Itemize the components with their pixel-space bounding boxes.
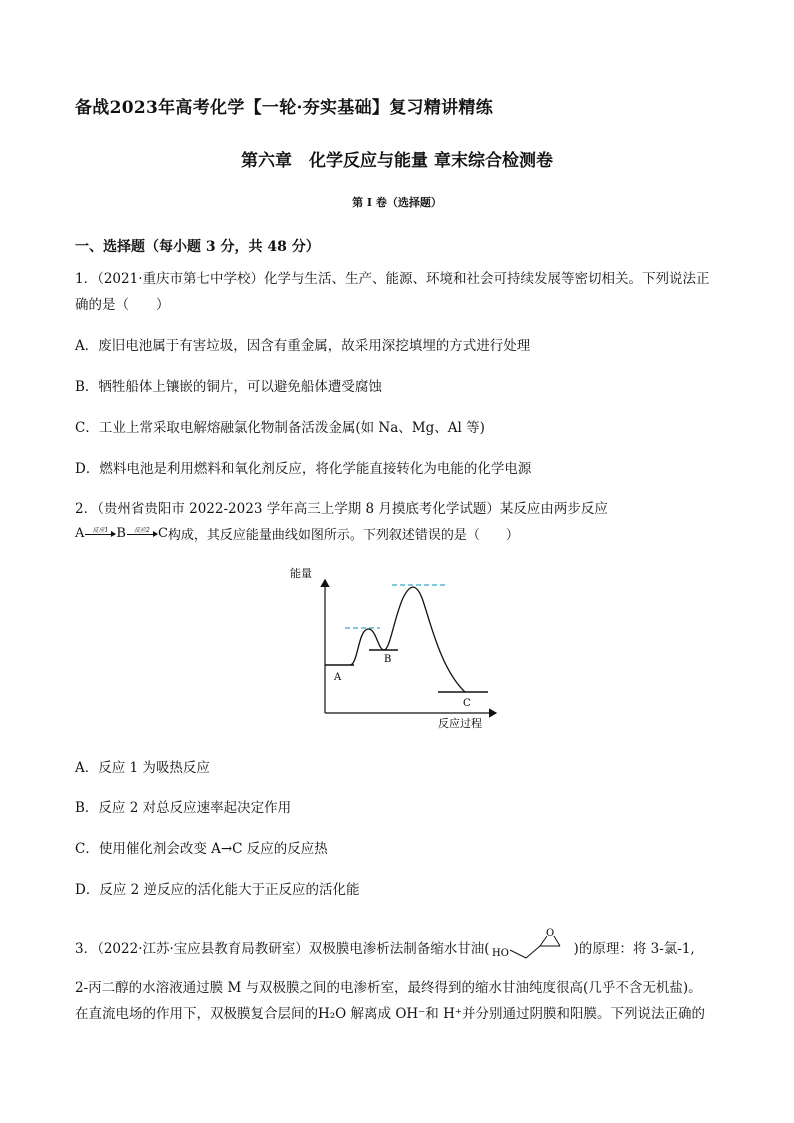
glycidol-structure	[490, 926, 574, 960]
y-axis-label: 能量	[290, 567, 312, 580]
reaction2-label: 反应2	[134, 526, 150, 534]
q3-stem-line3: 在直流电场的作用下，双极膜复合层间的H₂O 解离成 OH⁻和 H⁺并分别通过阴膜和阳膜。下列说法正确的	[75, 1006, 705, 1022]
main-title: 备战2023年高考化学【一轮·夯实基础】复习精讲精练	[75, 98, 494, 118]
energy-curve	[350, 587, 465, 692]
q3-stem-after: )的原理：将 3-氯-1,	[573, 941, 695, 957]
q2-option-a: A．反应 1 为吸热反应	[75, 760, 210, 776]
chapter-title: 第六章 化学反应与能量 章末综合检测卷	[241, 151, 553, 171]
energy-profile-diagram	[270, 558, 510, 733]
glycidol-o: O	[545, 928, 554, 939]
q1-option-d: D．燃料电池是利用燃料和氧化剂反应，将化学能直接转化为电能的化学电源	[75, 461, 532, 477]
glycidol-ho: HO	[491, 948, 509, 959]
q3-stem-before: 3．（2022·江苏·宝应县教育局教研室）双极膜电渗析法制备缩水甘油(	[75, 941, 490, 957]
x-axis-label: 反应过程	[438, 717, 482, 730]
q3-stem-line1	[75, 928, 695, 960]
q3-stem-line2: 2-丙二醇的水溶液通过膜 M 与双极膜之间的电渗析室，最终得到的缩水甘油纯度很高(几乎不含无机盐)。	[75, 980, 702, 996]
q1-option-c: C．工业上常采取电解熔融氯化物制备活泼金属(如 Na、Mg、Al 等)	[75, 420, 485, 436]
q1-option-a: A．废旧电池属于有害垃圾，因含有重金属，故采用深挖填埋的方式进行处理	[75, 338, 531, 354]
point-c-label: C	[463, 698, 471, 709]
q1-stem-line2: 确的是（ ）	[75, 297, 170, 313]
q2-option-c: C．使用催化剂会改变 A→C 反应的反应热	[75, 841, 328, 857]
reaction1-label: 反应1	[92, 526, 109, 534]
chain-b: B	[116, 526, 126, 541]
q1-option-b: B．牺牲船体上镶嵌的铜片，可以避免船体遭受腐蚀	[75, 379, 382, 395]
reaction1-arrow	[85, 527, 115, 535]
volume-label: 第 I 卷（选择题）	[352, 196, 442, 209]
q2-option-d: D．反应 2 逆反应的活化能大于正反应的活化能	[75, 882, 360, 898]
reaction2-arrow	[127, 527, 157, 535]
point-a-label: A	[334, 672, 342, 683]
chain-a: A	[75, 526, 85, 541]
chain-rest: 构成，其反应能量曲线如图所示。下列叙述错误的是（ ）	[167, 528, 519, 543]
point-b-label: B	[384, 654, 392, 665]
q1-stem-line1: 1．（2021·重庆市第七中学校）化学与生活、生产、能源、环境和社会可持续发展等密切相关。下列说法正	[75, 271, 710, 287]
chain-c: C	[157, 526, 168, 541]
q2-option-b: B．反应 2 对总反应速率起决定作用	[75, 800, 292, 816]
section-heading: 一、选择题（每小题 3 分，共 48 分）	[75, 239, 320, 255]
q2-stem-line1: 2．（贵州省贵阳市 2022-2023 学年高三上学期 8 月摸底考化学试题）某反应由两步反应	[75, 501, 608, 517]
q2-reaction-chain	[75, 524, 519, 543]
